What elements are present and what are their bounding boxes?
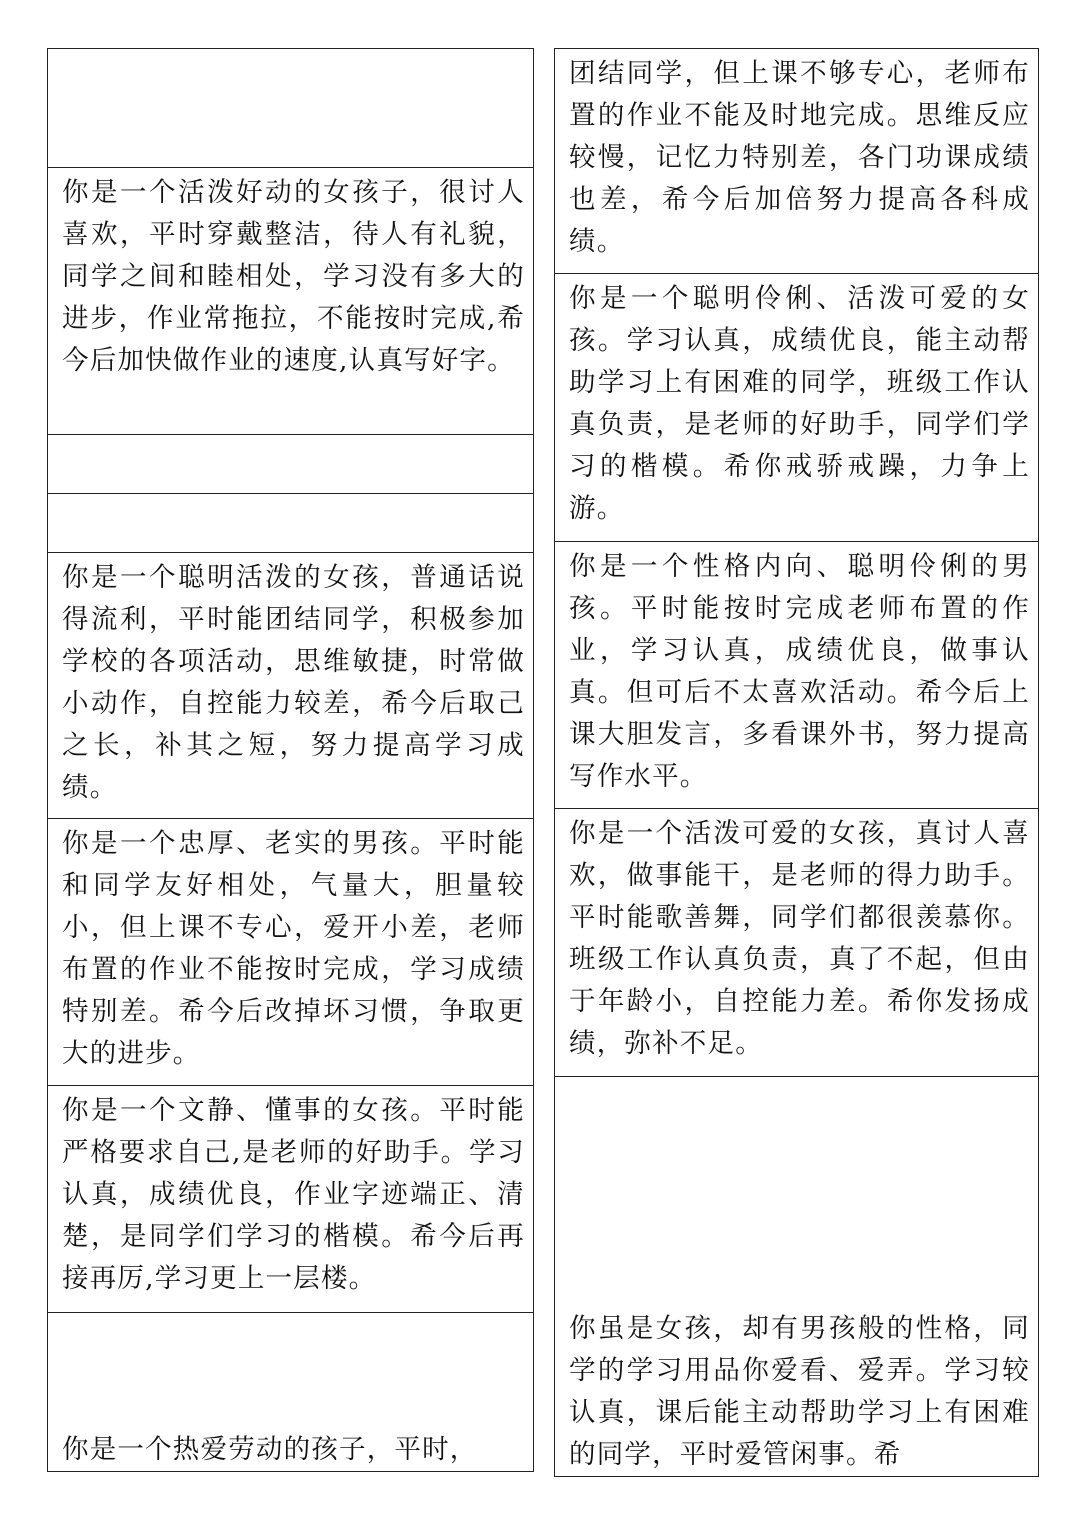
comment-text: 你是一个活泼可爱的女孩，真讨人喜欢，做事能干，是老师的得力助手。平时能歌善舞，同学们都很羡慕你。班级工作认真负责，真了不起，但由于年龄小，自控能力差。希你发扬成绩，弥补不足。	[569, 818, 1030, 1059]
comment-text: 你是一个热爱劳动的孩子，平时，	[62, 1434, 478, 1465]
comment-text	[48, 435, 533, 439]
comment-cell	[48, 553, 533, 819]
comment-cell-empty	[48, 494, 533, 553]
comment-cell	[48, 1086, 533, 1313]
right-comment-column	[554, 48, 1039, 1477]
left-comment-column	[47, 48, 534, 1472]
comment-text: 你虽是女孩，却有男孩般的性格，同学的学习用品你爱看、爱弄。学习较认真，课后能主动帮助学习上有困难的同学，平时爱管闲事。希	[569, 1313, 1030, 1470]
comment-cell	[555, 274, 1038, 542]
comment-cell	[555, 542, 1038, 809]
comment-text	[48, 494, 533, 498]
comment-cell	[48, 1313, 533, 1473]
comment-text: 团结同学，但上课不够专心，老师布置的作业不能及时地完成。思维反应较慢，记忆力特别差，各门功课成绩也差，希今后加倍努力提高各科成绩。	[569, 58, 1030, 257]
comment-text: 你是一个文静、懂事的女孩。平时能严格要求自己,是老师的好助手。学习认真，成绩优良，作业字迹端正、清楚，是同学们学习的楷模。希今后再接再厉,学习更上一层楼。	[62, 1095, 525, 1294]
comment-cell	[555, 1077, 1038, 1478]
comment-cell	[555, 49, 1038, 274]
comment-text: 你是一个聪明活泼的女孩，普通话说得流利，平时能团结同学，积极参加学校的各项活动，思维敏捷，时常做小动作，自控能力较差，希今后取己之长，补其之短，努力提高学习成绩。	[62, 562, 525, 803]
comment-cell	[48, 168, 533, 435]
comment-cell-empty	[48, 49, 533, 168]
comment-text: 你是一个活泼好动的女孩子，很讨人喜欢，平时穿戴整洁，待人有礼貌，同学之间和睦相处，学习没有多大的进步，作业常拖拉，不能按时完成,希今后加快做作业的速度,认真写好字。	[62, 177, 525, 376]
comment-text: 你是一个忠厚、老实的男孩。平时能和同学友好相处，气量大，胆量较小，但上课不专心，爱开小差，老师布置的作业不能按时完成，学习成绩特别差。希今后改掉坏习惯，争取更大的进步。	[62, 828, 525, 1069]
comment-text: 你是一个性格内向、聪明伶俐的男孩。平时能按时完成老师布置的作业，学习认真，成绩优良，做事认真。但可后不太喜欢活动。希今后上课大胆发言，多看课外书，努力提高写作水平。	[569, 551, 1030, 792]
comment-cell-empty	[48, 435, 533, 494]
comment-cell	[555, 809, 1038, 1077]
comment-text: 你是一个聪明伶俐、活泼可爱的女孩。学习认真，成绩优良，能主动帮助学习上有困难的同学，班级工作认真负责，是老师的好助手，同学们学习的楷模。希你戒骄戒躁，力争上游。	[569, 283, 1030, 524]
comment-text	[48, 49, 533, 53]
comment-cell	[48, 819, 533, 1086]
